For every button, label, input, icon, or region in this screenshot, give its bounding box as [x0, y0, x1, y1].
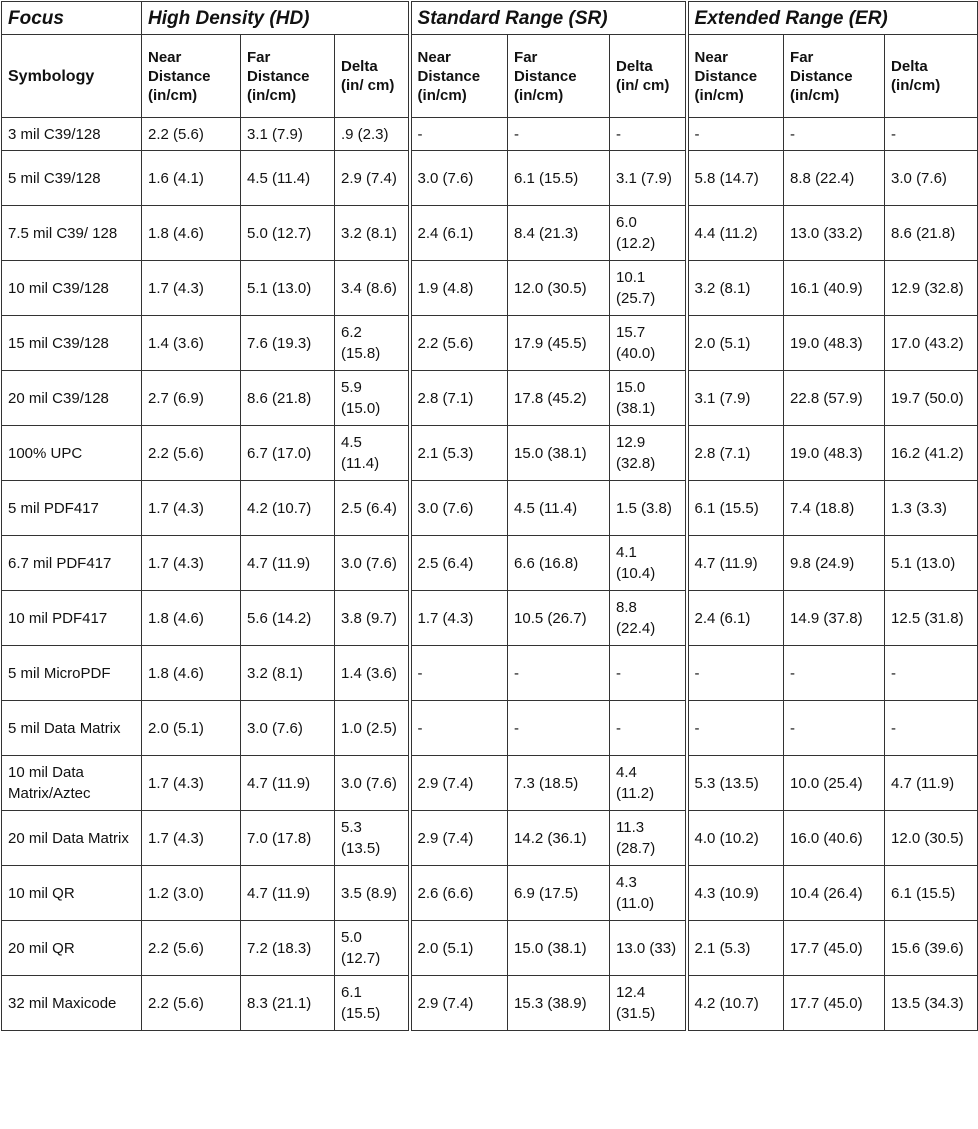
symbology-cell: 5 mil MicroPDF — [2, 646, 142, 701]
sr-near-header: Near Distance (in/cm) — [410, 35, 508, 118]
table-row — [2, 206, 978, 261]
column-header-row — [2, 35, 978, 118]
symbology-cell: 20 mil QR — [2, 921, 142, 976]
er-near-cell: 4.0 (10.2) — [687, 811, 784, 866]
hd-near-cell: 1.8 (4.6) — [142, 206, 241, 261]
er-near-cell: - — [687, 701, 784, 756]
hd-far-cell: 4.7 (11.9) — [241, 536, 335, 591]
er-near-cell: 2.0 (5.1) — [687, 316, 784, 371]
hd-delta-cell: 5.9 (15.0) — [335, 371, 410, 426]
er-delta-cell: 15.6 (39.6) — [885, 921, 978, 976]
table-row — [2, 536, 978, 591]
er-delta-cell: 4.7 (11.9) — [885, 756, 978, 811]
hd-near-cell: 1.7 (4.3) — [142, 481, 241, 536]
sr-far-cell: 14.2 (36.1) — [508, 811, 610, 866]
sr-near-cell: 2.0 (5.1) — [410, 921, 508, 976]
sr-near-cell: 2.4 (6.1) — [410, 206, 508, 261]
hd-far-cell: 3.1 (7.9) — [241, 118, 335, 151]
symbology-header: Symbology — [2, 35, 142, 118]
hd-delta-cell: 5.0 (12.7) — [335, 921, 410, 976]
er-near-cell: - — [687, 646, 784, 701]
er-delta-cell: 17.0 (43.2) — [885, 316, 978, 371]
hd-near-cell: 2.2 (5.6) — [142, 426, 241, 481]
sr-delta-cell: 8.8 (22.4) — [610, 591, 687, 646]
er-far-cell: 22.8 (57.9) — [784, 371, 885, 426]
sr-delta-cell: 12.4 (31.5) — [610, 976, 687, 1031]
hd-delta-cell: 3.5 (8.9) — [335, 866, 410, 921]
table-row — [2, 118, 978, 151]
er-delta-cell: 13.5 (34.3) — [885, 976, 978, 1031]
er-delta-cell: 19.7 (50.0) — [885, 371, 978, 426]
hd-delta-cell: 3.2 (8.1) — [335, 206, 410, 261]
hd-near-cell: 2.2 (5.6) — [142, 921, 241, 976]
sr-near-cell: - — [410, 646, 508, 701]
table-row — [2, 811, 978, 866]
scan-range-table — [1, 1, 978, 1031]
sr-near-cell: 2.5 (6.4) — [410, 536, 508, 591]
sr-near-cell: 3.0 (7.6) — [410, 481, 508, 536]
er-far-cell: 13.0 (33.2) — [784, 206, 885, 261]
sr-delta-cell: - — [610, 646, 687, 701]
sr-far-cell: 6.6 (16.8) — [508, 536, 610, 591]
symbology-cell: 10 mil QR — [2, 866, 142, 921]
hd-near-cell: 1.7 (4.3) — [142, 811, 241, 866]
er-far-cell: - — [784, 701, 885, 756]
er-near-cell: 5.3 (13.5) — [687, 756, 784, 811]
er-far-cell: 14.9 (37.8) — [784, 591, 885, 646]
er-delta-cell: 3.0 (7.6) — [885, 151, 978, 206]
hd-far-cell: 7.2 (18.3) — [241, 921, 335, 976]
symbology-cell: 3 mil C39/128 — [2, 118, 142, 151]
sr-group-header: Standard Range (SR) — [410, 2, 687, 35]
sr-near-cell: 1.9 (4.8) — [410, 261, 508, 316]
sr-delta-cell: 11.3 (28.7) — [610, 811, 687, 866]
er-far-cell: 16.1 (40.9) — [784, 261, 885, 316]
hd-far-cell: 4.7 (11.9) — [241, 866, 335, 921]
er-delta-cell: 5.1 (13.0) — [885, 536, 978, 591]
symbology-cell: 5 mil PDF417 — [2, 481, 142, 536]
er-delta-cell: 12.5 (31.8) — [885, 591, 978, 646]
table-row — [2, 646, 978, 701]
table-row — [2, 151, 978, 206]
er-far-cell: 7.4 (18.8) — [784, 481, 885, 536]
sr-near-cell: 3.0 (7.6) — [410, 151, 508, 206]
hd-delta-cell: 2.5 (6.4) — [335, 481, 410, 536]
er-delta-cell: 12.0 (30.5) — [885, 811, 978, 866]
er-near-cell: 4.2 (10.7) — [687, 976, 784, 1031]
table-row — [2, 866, 978, 921]
hd-delta-cell: 6.2 (15.8) — [335, 316, 410, 371]
table-row — [2, 481, 978, 536]
hd-far-cell: 8.6 (21.8) — [241, 371, 335, 426]
sr-far-cell: - — [508, 646, 610, 701]
er-far-cell: 19.0 (48.3) — [784, 426, 885, 481]
hd-delta-cell: 1.0 (2.5) — [335, 701, 410, 756]
hd-near-cell: 1.7 (4.3) — [142, 261, 241, 316]
sr-far-cell: 15.3 (38.9) — [508, 976, 610, 1031]
er-near-cell: 2.8 (7.1) — [687, 426, 784, 481]
focus-header: Focus — [2, 2, 142, 35]
sr-far-cell: 10.5 (26.7) — [508, 591, 610, 646]
hd-far-cell: 8.3 (21.1) — [241, 976, 335, 1031]
er-far-header: Far Distance (in/cm) — [784, 35, 885, 118]
er-far-cell: 17.7 (45.0) — [784, 921, 885, 976]
symbology-cell: 7.5 mil C39/ 128 — [2, 206, 142, 261]
symbology-cell: 20 mil C39/128 — [2, 371, 142, 426]
sr-far-cell: 12.0 (30.5) — [508, 261, 610, 316]
er-delta-cell: - — [885, 118, 978, 151]
hd-near-cell: 1.7 (4.3) — [142, 536, 241, 591]
hd-near-cell: 1.8 (4.6) — [142, 646, 241, 701]
hd-delta-header: Delta (in/ cm) — [335, 35, 410, 118]
er-near-cell: 4.3 (10.9) — [687, 866, 784, 921]
sr-delta-cell: 4.1 (10.4) — [610, 536, 687, 591]
hd-near-cell: 1.4 (3.6) — [142, 316, 241, 371]
sr-far-cell: 8.4 (21.3) — [508, 206, 610, 261]
hd-far-cell: 7.0 (17.8) — [241, 811, 335, 866]
er-delta-cell: 8.6 (21.8) — [885, 206, 978, 261]
table-row — [2, 701, 978, 756]
er-near-cell: 2.1 (5.3) — [687, 921, 784, 976]
table-row — [2, 976, 978, 1031]
hd-near-cell: 1.8 (4.6) — [142, 591, 241, 646]
table-row — [2, 921, 978, 976]
sr-near-cell: 2.9 (7.4) — [410, 976, 508, 1031]
sr-far-cell: - — [508, 118, 610, 151]
hd-far-cell: 7.6 (19.3) — [241, 316, 335, 371]
symbology-cell: 32 mil Maxicode — [2, 976, 142, 1031]
sr-near-cell: 2.1 (5.3) — [410, 426, 508, 481]
hd-delta-cell: 5.3 (13.5) — [335, 811, 410, 866]
er-delta-cell: - — [885, 701, 978, 756]
er-delta-cell: - — [885, 646, 978, 701]
er-delta-cell: 12.9 (32.8) — [885, 261, 978, 316]
hd-delta-cell: 1.4 (3.6) — [335, 646, 410, 701]
sr-far-cell: - — [508, 701, 610, 756]
sr-near-cell: 2.2 (5.6) — [410, 316, 508, 371]
sr-far-cell: 17.9 (45.5) — [508, 316, 610, 371]
hd-delta-cell: 3.0 (7.6) — [335, 756, 410, 811]
hd-delta-cell: 2.9 (7.4) — [335, 151, 410, 206]
hd-near-cell: 1.7 (4.3) — [142, 756, 241, 811]
sr-near-cell: 1.7 (4.3) — [410, 591, 508, 646]
er-near-cell: 2.4 (6.1) — [687, 591, 784, 646]
symbology-cell: 10 mil Data Matrix/Aztec — [2, 756, 142, 811]
hd-far-cell: 5.0 (12.7) — [241, 206, 335, 261]
sr-near-cell: - — [410, 701, 508, 756]
hd-near-cell: 1.6 (4.1) — [142, 151, 241, 206]
sr-delta-cell: 15.0 (38.1) — [610, 371, 687, 426]
symbology-cell: 10 mil C39/128 — [2, 261, 142, 316]
sr-delta-cell: 4.4 (11.2) — [610, 756, 687, 811]
hd-near-cell: 2.0 (5.1) — [142, 701, 241, 756]
sr-delta-cell: 12.9 (32.8) — [610, 426, 687, 481]
hd-far-cell: 4.7 (11.9) — [241, 756, 335, 811]
sr-delta-cell: 13.0 (33) — [610, 921, 687, 976]
hd-near-cell: 2.7 (6.9) — [142, 371, 241, 426]
hd-far-cell: 5.1 (13.0) — [241, 261, 335, 316]
er-near-cell: 3.2 (8.1) — [687, 261, 784, 316]
hd-delta-cell: 3.8 (9.7) — [335, 591, 410, 646]
sr-near-cell: 2.9 (7.4) — [410, 811, 508, 866]
hd-far-cell: 6.7 (17.0) — [241, 426, 335, 481]
er-group-header: Extended Range (ER) — [687, 2, 978, 35]
table-row — [2, 371, 978, 426]
er-delta-cell: 6.1 (15.5) — [885, 866, 978, 921]
table-row — [2, 426, 978, 481]
er-near-cell: - — [687, 118, 784, 151]
er-near-header: Near Distance (in/cm) — [687, 35, 784, 118]
hd-near-cell: 1.2 (3.0) — [142, 866, 241, 921]
sr-far-cell: 17.8 (45.2) — [508, 371, 610, 426]
er-far-cell: - — [784, 646, 885, 701]
er-near-cell: 6.1 (15.5) — [687, 481, 784, 536]
sr-delta-cell: 1.5 (3.8) — [610, 481, 687, 536]
hd-delta-cell: 6.1 (15.5) — [335, 976, 410, 1031]
er-near-cell: 4.7 (11.9) — [687, 536, 784, 591]
symbology-cell: 15 mil C39/128 — [2, 316, 142, 371]
sr-delta-cell: 4.3 (11.0) — [610, 866, 687, 921]
table-row — [2, 316, 978, 371]
er-far-cell: 17.7 (45.0) — [784, 976, 885, 1031]
er-delta-header: Delta (in/cm) — [885, 35, 978, 118]
er-far-cell: - — [784, 118, 885, 151]
er-near-cell: 3.1 (7.9) — [687, 371, 784, 426]
sr-near-cell: 2.9 (7.4) — [410, 756, 508, 811]
table-row — [2, 591, 978, 646]
sr-far-cell: 15.0 (38.1) — [508, 426, 610, 481]
symbology-cell: 100% UPC — [2, 426, 142, 481]
sr-delta-cell: 10.1 (25.7) — [610, 261, 687, 316]
symbology-cell: 6.7 mil PDF417 — [2, 536, 142, 591]
hd-delta-cell: 4.5 (11.4) — [335, 426, 410, 481]
sr-far-cell: 6.1 (15.5) — [508, 151, 610, 206]
sr-near-cell: - — [410, 118, 508, 151]
er-far-cell: 9.8 (24.9) — [784, 536, 885, 591]
hd-delta-cell: 3.0 (7.6) — [335, 536, 410, 591]
hd-group-header: High Density (HD) — [142, 2, 410, 35]
sr-near-cell: 2.8 (7.1) — [410, 371, 508, 426]
symbology-cell: 5 mil C39/128 — [2, 151, 142, 206]
sr-delta-cell: 3.1 (7.9) — [610, 151, 687, 206]
er-delta-cell: 16.2 (41.2) — [885, 426, 978, 481]
symbology-cell: 10 mil PDF417 — [2, 591, 142, 646]
table-row — [2, 756, 978, 811]
hd-near-cell: 2.2 (5.6) — [142, 118, 241, 151]
sr-far-cell: 6.9 (17.5) — [508, 866, 610, 921]
hd-far-cell: 3.2 (8.1) — [241, 646, 335, 701]
er-near-cell: 5.8 (14.7) — [687, 151, 784, 206]
sr-delta-cell: 15.7 (40.0) — [610, 316, 687, 371]
sr-far-cell: 15.0 (38.1) — [508, 921, 610, 976]
symbology-cell: 5 mil Data Matrix — [2, 701, 142, 756]
sr-delta-cell: - — [610, 118, 687, 151]
sr-delta-header: Delta (in/ cm) — [610, 35, 687, 118]
sr-near-cell: 2.6 (6.6) — [410, 866, 508, 921]
er-far-cell: 19.0 (48.3) — [784, 316, 885, 371]
hd-delta-cell: .9 (2.3) — [335, 118, 410, 151]
hd-far-cell: 5.6 (14.2) — [241, 591, 335, 646]
sr-delta-cell: 6.0 (12.2) — [610, 206, 687, 261]
hd-far-cell: 3.0 (7.6) — [241, 701, 335, 756]
hd-near-cell: 2.2 (5.6) — [142, 976, 241, 1031]
sr-far-cell: 4.5 (11.4) — [508, 481, 610, 536]
table-row — [2, 261, 978, 316]
er-delta-cell: 1.3 (3.3) — [885, 481, 978, 536]
hd-far-cell: 4.5 (11.4) — [241, 151, 335, 206]
group-header-row — [2, 2, 978, 35]
sr-delta-cell: - — [610, 701, 687, 756]
sr-far-cell: 7.3 (18.5) — [508, 756, 610, 811]
sr-far-header: Far Distance (in/cm) — [508, 35, 610, 118]
er-far-cell: 16.0 (40.6) — [784, 811, 885, 866]
hd-near-header: Near Distance (in/cm) — [142, 35, 241, 118]
hd-delta-cell: 3.4 (8.6) — [335, 261, 410, 316]
er-far-cell: 8.8 (22.4) — [784, 151, 885, 206]
symbology-cell: 20 mil Data Matrix — [2, 811, 142, 866]
er-near-cell: 4.4 (11.2) — [687, 206, 784, 261]
er-far-cell: 10.4 (26.4) — [784, 866, 885, 921]
hd-far-cell: 4.2 (10.7) — [241, 481, 335, 536]
er-far-cell: 10.0 (25.4) — [784, 756, 885, 811]
hd-far-header: Far Distance (in/cm) — [241, 35, 335, 118]
